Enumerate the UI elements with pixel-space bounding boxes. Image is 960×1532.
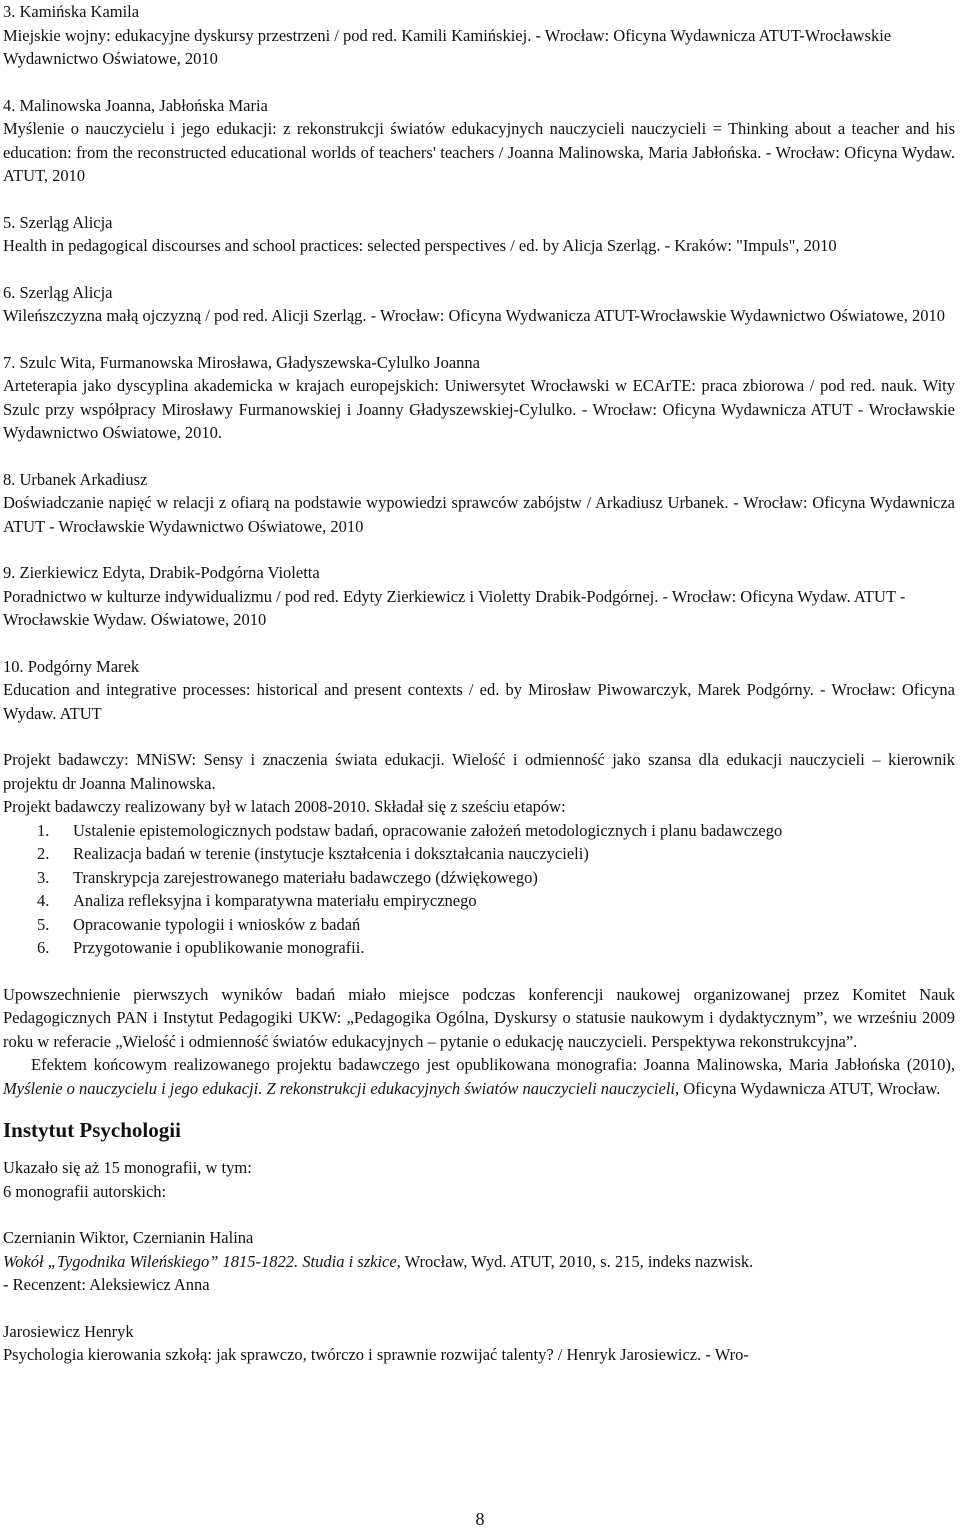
bibliography-entry-5 xyxy=(3,211,955,258)
bibliography-entry-10 xyxy=(3,655,955,726)
entry-heading: 3. Kamińska Kamila xyxy=(3,2,140,21)
project-intro: Projekt badawczy: MNiSW: Sensy i znaczenia świata edukacji. Wielość i odmienność jako szansa dla edukacji nauczycieli – kierownik projektu dr Joanna Malinowska. xyxy=(3,750,955,793)
monograph-entry xyxy=(3,1320,955,1367)
project-stage-item: 1. Ustalenie epistemologicznych podstaw badań, opracowanie założeń metodologicznych i planu badawczego xyxy=(37,820,783,840)
entry-body: Wileńszczyzna małą ojczyzną / pod red. Alicji Szerląg. - Wrocław: Oficyna Wydwanicza ATUT-Wrocławskie Wydawnictwo Oświatowe, 2010 xyxy=(3,306,946,325)
institute-section xyxy=(3,1116,955,1367)
bibliography-entry-9 xyxy=(3,561,955,632)
project-results-section xyxy=(3,983,955,1101)
dissemination-paragraph: Upowszechnienie pierwszych wyników badań miało miejsce podczas konferencji naukowej organizowanej przez Komitet Nauk Pedagogicznych PAN i Instytut Pedagogiki UKW: „Pedagogika Ogólna, Dyskursy o statusie naukowym i dydaktycznym”, we wrześniu 2009 roku w referacie „Wielość i odmienność światów edukacyjnych – pytanie o edukację nauczycieli. Perspektywa rekonstrukcyjna”. xyxy=(3,984,955,1051)
bibliography-entry-7 xyxy=(3,351,955,445)
entry-heading: 10. Podgórny Marek xyxy=(3,656,140,676)
project-stage-item: 2. Realizacja badań w terenie (instytucje kształcenia i dokształcania nauczycieli) xyxy=(37,844,589,863)
entry-heading: 7. Szulc Wita, Furmanowska Mirosława, Gładyszewska-Cylulko Joanna xyxy=(3,352,480,372)
bibliography-entry-6 xyxy=(3,281,955,328)
section-title: Instytut Psychologii xyxy=(3,1118,181,1142)
project-stage-item: 6. Przygotowanie i opublikowanie monografii. xyxy=(37,938,365,957)
entry-body: Myślenie o nauczycielu i jego edukacji: z rekonstrukcji światów edukacyjnych nauczycieli nauczycieli = Thinking about a teacher and his education: from the reconstructed educational worlds of teachers' teachers / Joanna Malinowska, Maria Jabłońska. - Wrocław: Oficyna Wydaw. ATUT, 2010 xyxy=(3,119,955,185)
bibliography-entry-4 xyxy=(3,94,955,188)
institute-summary-1: Ukazało się aż 15 monografii, w tym: xyxy=(3,1158,252,1177)
monograph-authors: Czernianin Wiktor, Czernianin Halina xyxy=(3,1228,254,1247)
entry-heading: 5. Szerląg Alicja xyxy=(3,212,113,232)
entry-body: Doświadczanie napięć w relacji z ofiarą na podstawie wypowiedzi sprawców zabójstw / Arkadiusz Urbanek. - Wrocław: Oficyna Wydawnicza ATUT - Wrocławskie Wydawnictwo Oświatowe, 2010 xyxy=(3,493,955,536)
monograph-title: Myślenie o nauczycielu i jego edukacji. Z rekonstrukcji edukacyjnych światów nauczycieli nauczycieli, xyxy=(3,1078,680,1098)
entry-body: Miejskie wojny: edukacyjne dyskursy przestrzeni / pod red. Kamili Kamińskiej. - Wrocław: Oficyna Wydawnicza ATUT-Wrocławskie Wydawnictwo Oświatowe, 2010 xyxy=(3,25,892,68)
project-stage-item: 5. Opracowanie typologii i wniosków z badań xyxy=(37,914,361,934)
page-number: 8 xyxy=(475,1509,485,1529)
entry-heading: 8. Urbanek Arkadiusz xyxy=(3,469,148,489)
project-stages-intro: Projekt badawczy realizowany był w latach 2008-2010. Składał się z sześciu etapów: xyxy=(3,797,566,816)
bibliography-entry-3 xyxy=(3,0,955,71)
monograph-citation: Psychologia kierowania szkołą: jak sprawczo, twórczo i sprawnie rozwijać talenty? / Henryk Jarosiewicz. - Wro- xyxy=(3,1345,749,1364)
project-stages-list xyxy=(3,819,955,960)
project-stage-item: 4. Analiza refleksyjna i komparatywna materiału empirycznego xyxy=(37,891,477,910)
entry-body: Health in pedagogical discourses and school practices: selected perspectives / ed. by Alicja Szerląg. - Kraków: "Impuls", 2010 xyxy=(3,236,837,255)
entry-heading: 6. Szerląg Alicja xyxy=(3,282,113,302)
entry-body: Poradnictwo w kulturze indywidualizmu / pod red. Edyty Zierkiewicz i Violetty Drabik-Podgórnej. - Wrocław: Oficyna Wydaw. ATUT - Wrocławskie Wydaw. Oświatowe, 2010 xyxy=(3,586,906,629)
institute-summary-2: 6 monografii autorskich: xyxy=(3,1181,167,1201)
entry-heading: 9. Zierkiewicz Edyta, Drabik-Podgórna Violetta xyxy=(3,563,320,582)
entry-heading: 4. Malinowska Joanna, Jabłońska Maria xyxy=(3,95,268,115)
entry-body: Education and integrative processes: historical and present contexts / ed. by Mirosław Piwowarczyk, Marek Podgórny. - Wrocław: Oficyna Wydaw. ATUT xyxy=(3,680,955,723)
document-page xyxy=(3,0,955,1367)
final-result-paragraph: Efektem końcowym realizowanego projektu badawczego jest opublikowana monografia: Joanna Malinowska, Maria Jabłońska (2010), Myślenie o nauczycielu i jego edukacji. Z rekonstrukcji edukacyjnych światów nauczycieli nauczycieli, Oficyna Wydawnicza ATUT, Wrocław. xyxy=(3,1055,955,1098)
entry-body: Arteterapia jako dyscyplina akademicka w krajach europejskich: Uniwersytet Wrocławski w ECArTE: praca zbiorowa / pod red. nauk. Wity Szulc przy współpracy Mirosławy Furmanowskiej i Joanny Gładyszewskiej-Cylulko. - Wrocław: Oficyna Wydawnicza ATUT - Wrocławskie Wydawnictwo Oświatowe, 2010. xyxy=(3,376,955,442)
research-project-section xyxy=(3,748,955,960)
monograph-authors: Jarosiewicz Henryk xyxy=(3,1321,134,1341)
monograph-citation: Wokół „Tygodnika Wileńskiego” 1815-1822. Studia i szkice, Wrocław, Wyd. ATUT, 2010, s. 215, indeks nazwisk. xyxy=(3,1251,754,1271)
project-stage-item: 3. Transkrypcja zarejestrowanego materiału badawczego (dźwiękowego) xyxy=(37,867,538,887)
monograph-entry xyxy=(3,1226,955,1297)
monograph-reviewer: - Recenzent: Aleksiewicz Anna xyxy=(3,1275,210,1294)
bibliography-entry-8 xyxy=(3,468,955,539)
